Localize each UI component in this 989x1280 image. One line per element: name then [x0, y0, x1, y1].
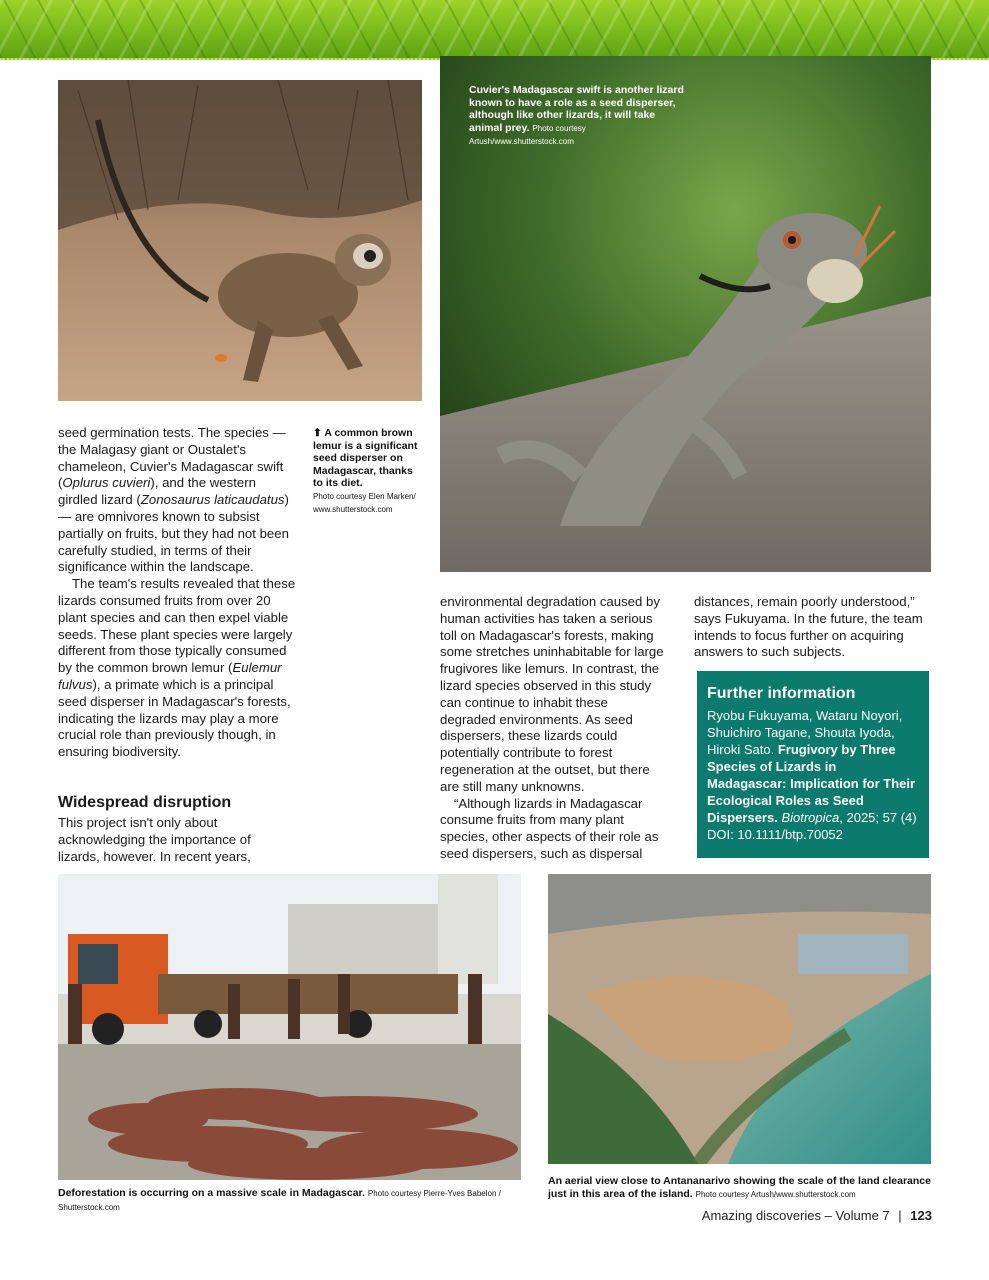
doi-link: DOI: 10.1111/btp.70052	[707, 827, 843, 842]
page-footer	[702, 1208, 932, 1223]
further-information-box	[697, 671, 929, 858]
deforestation-caption-text: Deforestation is occurring on a massive scale in Madagascar.	[58, 1187, 365, 1199]
aerial-caption-credit: Photo courtesy Artush/www.shutterstock.com	[695, 1189, 856, 1199]
deforestation-caption	[58, 1187, 528, 1214]
subheading: Widespread disruption	[58, 794, 232, 811]
lemur-caption-text: A common brown lemur is a significant seed disperser on Madagascar, thanks to its diet.	[313, 427, 418, 489]
paragraph: environmental degradation caused by human activities has taken a serious toll on Madagascar's forests, making some stretches uninhabitable for large frugivores like lemurs. In contrast, the lizard species observed in this study can continue to inhabit these degraded environments. As seed dispersers, these lizards could potentially contribute to forest regeneration at the outset, but there are still many unknowns.	[440, 594, 664, 794]
article-column-1	[58, 425, 298, 761]
lemur-caption	[313, 427, 425, 517]
info-box-body: Ryobu Fukuyama, Wataru Noyori, Shuichiro Tagane, Shouta Iyoda, Hiroki Sato. Frugivory by Three Species of Lizards in Madagascar: Implication for Their Ecological Roles as Seed Dispersers. Biotropica, 2025; 57 (4) DOI: 10.1111/btp.70052	[707, 708, 917, 842]
aerial-caption-text: An aerial view close to Antananarivo showing the scale of the land clearance just in this area of the island.	[548, 1175, 931, 1200]
article-column-2	[440, 594, 666, 863]
deforestation-photo	[58, 874, 521, 1180]
lemur-caption-credit: Photo courtesy Elen Marken/ www.shutterstock.com	[313, 491, 416, 514]
article-column-1-continued	[58, 815, 288, 865]
aerial-caption	[548, 1175, 931, 1201]
paragraph: “Although lizards in Madagascar consume fruits from many plant species, other aspects of their role as seed dispersers, such as dispersal	[440, 795, 659, 861]
lizard-caption-credit: Photo courtesy Artush/www.shutterstock.com	[469, 123, 586, 146]
footer-separator: |	[898, 1208, 902, 1223]
lizard-caption	[469, 84, 689, 149]
lizard-caption-text: Cuvier's Madagascar swift is another lizard known to have a role as a seed disperser, although like other lizards, it will take animal prey.	[469, 84, 684, 134]
page-number: 123	[910, 1208, 932, 1223]
paragraph: This project isn't only about acknowledging the importance of lizards, however. In recent years,	[58, 815, 251, 864]
article-column-3	[694, 594, 932, 661]
deforestation-caption-credit: Photo courtesy Pierre-Yves Babelon / Shutterstock.com	[58, 1189, 501, 1212]
up-arrow-icon: ⬆	[313, 427, 322, 439]
palm-leaf-banner	[0, 0, 989, 60]
aerial-photo	[548, 874, 931, 1164]
lemur-photo	[58, 80, 422, 401]
paragraph: seed germination tests. The species — the Malagasy giant or Oustalet's chameleon, Cuvier's Madagascar swift (Oplurus cuvieri), and the western girdled lizard (Zonosaurus laticaudatus) — are omnivores known to subsist partially on fruits, but they had not been carefully studied, in terms of their significance within the landscape.	[58, 425, 289, 575]
paragraph: The team's results revealed that these lizards consumed fruits from over 20 plant species and can then expel viable seeds. These plant species were largely different from those typically consumed by the common brown lemur (Eulemur fulvus), a primate which is a principal seed disperser in Madagascar's forests, indicating the lizards may play a more crucial role than previously though, in ensuring biodiversity.	[58, 576, 296, 760]
publication-name: Amazing discoveries – Volume 7	[701, 1208, 890, 1223]
paragraph: distances, remain poorly understood,” says Fukuyama. In the future, the team intends to focus further on acquiring answers to such subjects.	[694, 594, 923, 660]
info-box-title: Further information	[707, 685, 856, 702]
